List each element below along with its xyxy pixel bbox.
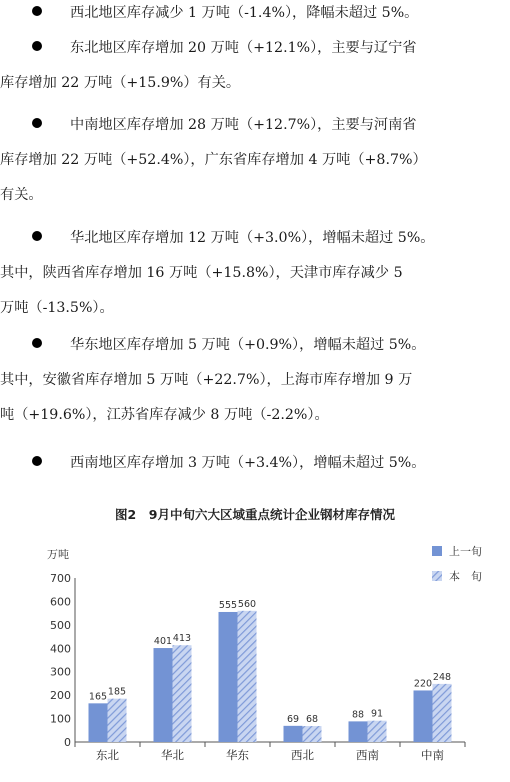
paragraph-text: 西南地区库存增加 3 万吨（+3.4%），增幅未超过 5%。 [70,455,426,471]
paragraph-line [0,398,500,433]
bullet-paragraph [0,31,500,101]
bullet-paragraph [0,328,500,433]
bar-previous [154,648,173,742]
y-tick-label: 500 [50,618,71,632]
legend-swatch [432,571,442,581]
bar-previous [219,612,238,742]
data-label: 165 [88,691,108,703]
data-label: 248 [432,671,452,683]
data-label: 555 [218,599,238,611]
paragraph-text: 库存增加 22 万吨（+52.4%），广东省库存增加 4 万吨（+8.7%） [0,152,427,168]
paragraph-line [0,178,500,213]
y-tick-label: 600 [50,595,71,609]
figure-title: 图2 9月中旬六大区域重点统计企业钢材库存情况 [115,507,395,522]
inventory-bar-chart [0,528,510,782]
bar-current [368,721,387,742]
bullet-dot-icon [32,338,42,348]
paragraph-line [0,31,500,66]
paragraph-line [0,221,500,256]
y-axis-label: 万吨 [47,548,69,561]
bar-current [173,645,192,742]
paragraph-text: 其中，安徽省库存增加 5 万吨（+22.7%），上海市库存增加 9 万 [0,372,413,388]
paragraph-line [0,66,500,101]
bar-previous [414,690,433,742]
bullet-paragraph [0,446,500,481]
bar-current [433,684,452,742]
x-tick-label: 西南 [356,748,379,762]
data-label: 91 [370,708,384,720]
y-tick-label: 100 [50,712,71,726]
y-tick-label: 300 [50,665,71,679]
paragraph-line [0,108,500,143]
data-label: 69 [286,713,300,725]
y-tick-label: 400 [50,642,71,656]
paragraph-line [0,328,500,363]
bar-previous [349,721,368,742]
bullet-paragraph [0,0,500,31]
data-label: 88 [351,709,365,721]
x-tick-label: 中南 [421,748,444,762]
paragraph-line [0,291,500,326]
paragraph-text: 华北地区库存增加 12 万吨（+3.0%），增幅未超过 5%。 [70,230,435,246]
paragraph-text: 库存增加 22 万吨（+15.9%）有关。 [0,75,241,91]
bullet-dot-icon [32,456,42,466]
paragraph-text: 西北地区库存减少 1 万吨（-1.4%），降幅未超过 5%。 [70,5,419,21]
bar-previous [284,726,303,742]
x-tick-label: 华东 [226,748,249,762]
bar-current [303,726,322,742]
bullet-dot-icon [32,41,42,51]
paragraph-line [0,256,500,291]
bullet-dot-icon [32,231,42,241]
bar-current [108,699,127,742]
paragraph-line [0,363,500,398]
bar-previous [89,703,108,742]
bullet-paragraph [0,221,500,326]
data-label: 413 [172,633,192,645]
bullet-paragraph [0,108,500,213]
paragraph-line [0,446,500,481]
y-tick-label: 0 [64,736,71,749]
x-tick-label: 东北 [96,748,119,762]
paragraph-line [0,0,500,31]
data-label: 68 [305,714,319,726]
legend-label: 本 旬 [449,570,482,583]
y-tick-label: 700 [50,572,71,585]
data-label: 185 [107,686,127,698]
paragraph-text: 其中，陕西省库存增加 16 万吨（+15.8%），天津市库存减少 5 [0,265,403,281]
paragraph-text: 吨（+19.6%），江苏省库存减少 8 万吨（-2.2%）。 [0,407,329,423]
data-label: 401 [153,636,173,648]
bullet-dot-icon [32,118,42,128]
paragraph-text: 东北地区库存增加 20 万吨（+12.1%），主要与辽宁省 [70,40,417,56]
x-tick-label: 华北 [161,748,184,762]
paragraph-line [0,143,500,178]
paragraph-text: 万吨（-13.5%）。 [0,300,114,316]
paragraph-text: 有关。 [0,187,43,203]
y-tick-label: 200 [50,689,71,703]
paragraph-text: 华东地区库存增加 5 万吨（+0.9%），增幅未超过 5%。 [70,337,426,353]
bullet-dot-icon [32,6,42,16]
legend-swatch [432,546,442,556]
paragraph-text: 中南地区库存增加 28 万吨（+12.7%），主要与河南省 [70,117,417,133]
data-label: 560 [237,598,257,610]
data-label: 220 [413,678,433,690]
x-tick-label: 西北 [291,748,314,762]
legend-label: 上一旬 [449,545,482,558]
bar-current [238,611,257,742]
